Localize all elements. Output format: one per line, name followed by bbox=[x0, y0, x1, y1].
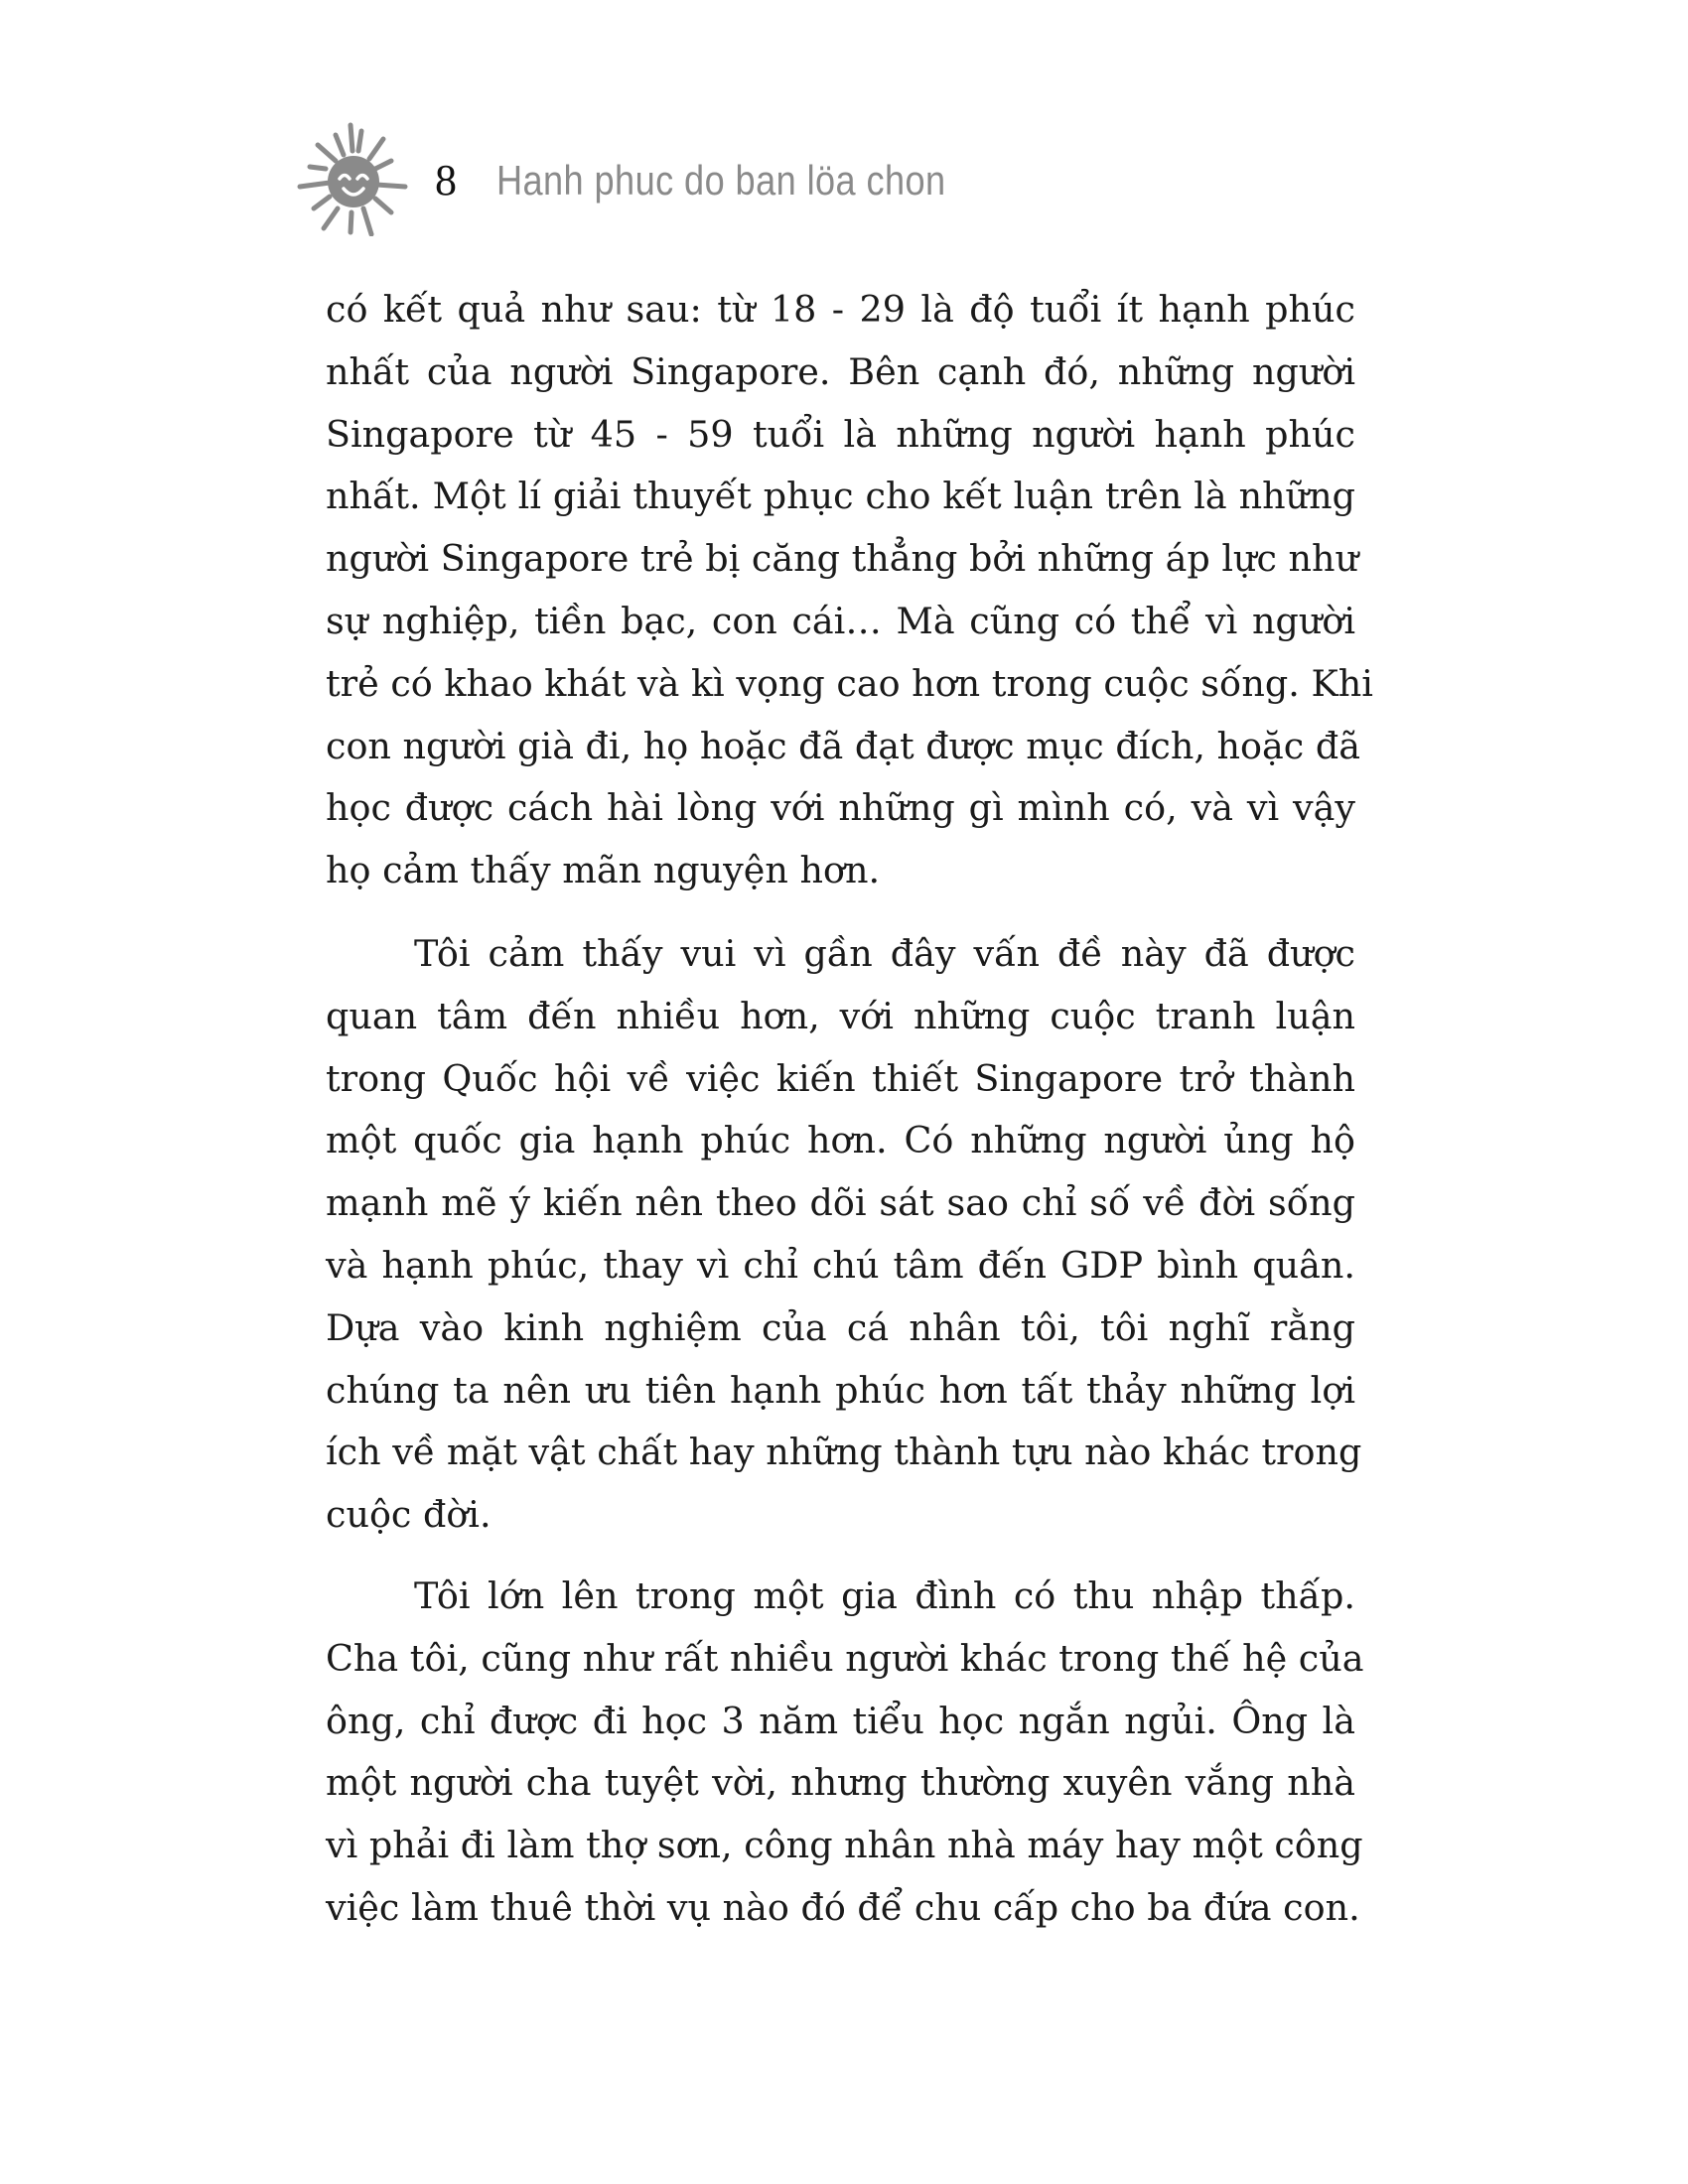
running-header bbox=[296, 117, 1090, 236]
text-line: trong Quốc hội về việc kiến thiết Singapore trở thành bbox=[326, 1056, 1355, 1100]
paragraph bbox=[326, 923, 1362, 1547]
text-line: Singapore từ 45 - 59 tuổi là những người hạnh phúc bbox=[326, 412, 1355, 456]
text-line: và hạnh phúc, thay vì chỉ chú tâm đến GDP bình quân. bbox=[326, 1243, 1355, 1287]
text-line: trẻ có khao khát và kì vọng cao hơn trong cuộc sống. Khi bbox=[326, 661, 1373, 705]
text-line: Tôi lớn lên trong một gia đình có thu nhập thấp. bbox=[414, 1574, 1355, 1617]
text-line: chúng ta nên ưu tiên hạnh phúc hơn tất thảy những lợi bbox=[326, 1368, 1355, 1412]
text-line: Dựa vào kinh nghiệm của cá nhân tôi, tôi nghĩ rằng bbox=[326, 1305, 1355, 1349]
text-line: quan tâm đến nhiều hơn, với những cuộc tranh luận bbox=[326, 994, 1355, 1037]
smiling-sun-icon bbox=[296, 117, 417, 236]
text-line: Tôi cảm thấy vui vì gần đây vấn đề này đã được bbox=[414, 932, 1355, 975]
paragraph bbox=[326, 279, 1373, 902]
text-line: một người cha tuyệt vời, nhưng thường xuyên vắng nhà bbox=[326, 1761, 1355, 1805]
text-line: nhất của người Singapore. Bên cạnh đó, những người bbox=[326, 349, 1355, 393]
text-line: ông, chỉ được đi học 3 năm tiểu học ngắn ngủi. Ông là bbox=[326, 1699, 1355, 1742]
text-line: có kết quả như sau: từ 18 - 29 là độ tuổi ít hạnh phúc bbox=[326, 288, 1355, 331]
text-line: một quốc gia hạnh phúc hơn. Có những người ủng hộ bbox=[326, 1119, 1355, 1162]
text-line: học được cách hài lòng với những gì mình có, và vì vậy bbox=[326, 786, 1355, 830]
text-line: sự nghiệp, tiền bạc, con cái… Mà cũng có thể vì người bbox=[326, 599, 1355, 642]
text-line: họ cảm thấy mãn nguyện hơn. bbox=[326, 849, 881, 892]
text-line: việc làm thuê thời vụ nào đó để chu cấp cho ba đứa con. bbox=[326, 1885, 1360, 1929]
text-line: con người già đi, họ hoặc đã đạt được mục đích, hoặc đã bbox=[326, 724, 1360, 767]
text-line: nhất. Một lí giải thuyết phục cho kết luận trên là những bbox=[326, 475, 1355, 518]
text-line: ích về mặt vật chất hay những thành tựu nào khác trong bbox=[326, 1431, 1362, 1474]
running-title: Hanh phuc do ban löa chon bbox=[496, 157, 946, 204]
text-line: cuộc đời. bbox=[326, 1493, 492, 1537]
text-line: Cha tôi, cũng như rất nhiều người khác trong thế hệ của bbox=[326, 1636, 1364, 1680]
text-line: vì phải đi làm thợ sơn, công nhân nhà máy hay một công bbox=[326, 1824, 1363, 1867]
paragraph bbox=[326, 1566, 1364, 1940]
page-number: 8 bbox=[435, 156, 457, 205]
text-line: người Singapore trẻ bị căng thẳng bởi những áp lực như bbox=[326, 537, 1359, 581]
text-line: mạnh mẽ ý kiến nên theo dõi sát sao chỉ số về đời sống bbox=[326, 1181, 1355, 1225]
